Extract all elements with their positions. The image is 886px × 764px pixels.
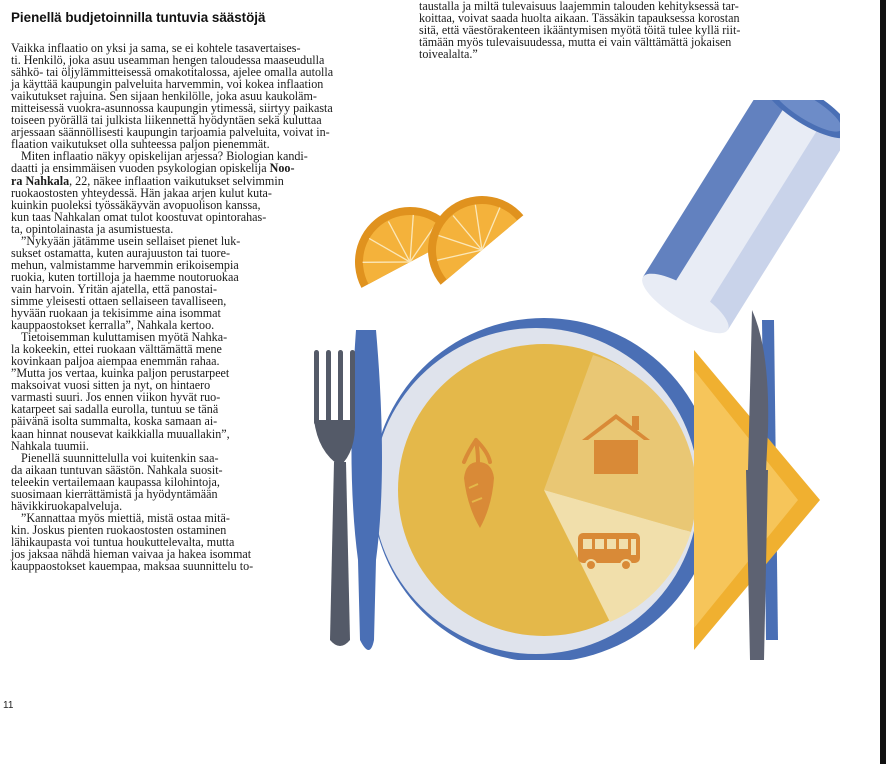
section-heading: Pienellä budjetoinnilla tuntuvia säästöjä: [11, 10, 266, 25]
page-edge-border: [880, 0, 886, 764]
text-line: mehun, valmistamme harvemmin erikoisempia: [11, 257, 239, 272]
text-line: flaation vaikutukset olla suhteessa paljon pienemmät.: [11, 137, 270, 152]
text-line: hyvään ruokaan ja tekisimme aina isommat: [11, 306, 221, 321]
text-line: kauppaostokset kerralla”, Nahkala kertoo.: [11, 318, 215, 333]
text-line: sukset ostamatta, kuten aurajuuston tai tuore-: [11, 245, 230, 260]
text-line: ruokia, kuten tortilloja ja haemme noutoruokaa: [11, 269, 239, 284]
text-line: ta, opintolainasta ja asumistuesta.: [11, 221, 174, 236]
text-line: koittaa, voivat saada huolta aikaan. Tässäkin tapauksessa korostan: [419, 11, 740, 26]
text-line: ja käyttää kaupungin palveluita harvemmin, voi kokea inflaation: [11, 77, 324, 92]
text-line: la kokeekin, ettei ruokaan välttämättä mene: [11, 342, 222, 357]
text-line: taustalla ja miltä tulevaisuus laajemmin talouden kehityksessä tar-: [419, 0, 739, 13]
text-line: vaikutukset rajuina. Sen sijaan henkilölle, joka asuu kaukoläm-: [11, 89, 317, 104]
text-line: Tietoisemman kuluttamisen myötä Nahka-: [21, 330, 228, 345]
text-run: , 22, näkee inflaation vaikutukset selvimmin: [69, 173, 284, 188]
text-line: katarpeet sai sadalla eurolla, tuntuu se tänä: [11, 402, 219, 417]
left-text-column: [11, 42, 333, 572]
text-line: [11, 175, 333, 187]
right-text-column: [419, 0, 740, 60]
text-line: ”Mutta jos vertaa, kuinka paljon perustarpeet: [11, 366, 230, 381]
knife-illustration: [746, 310, 768, 660]
text-line: Nahkala tuumii.: [11, 438, 89, 453]
text-line: kuinkin puoleksi työssäkäyvän avopuolison kanssa,: [11, 197, 261, 212]
text-line: Vaikka inflaatio on yksi ja sama, se ei kohtele tasavertaises-: [11, 41, 301, 55]
paragraph-5: [11, 452, 333, 512]
text-line: toiseen pyörällä tai julkista liikennettä hyödyntäen sekä kuluttaa: [11, 113, 322, 128]
glass-illustration: [634, 100, 840, 344]
text-line: kauppaostokset kauempaa, maksaa suunnittelu to-: [11, 559, 254, 574]
text-line: da aikaan tuntuvan säästön. Nahkala suosit-: [11, 462, 223, 477]
paragraph-6: [11, 512, 333, 572]
text-line: arjessaan säännöllisesti kaupungin tarjoamia palveluita, voivat in-: [11, 125, 330, 140]
text-line: ”Kannattaa myös miettiä, mistä ostaa mitä-: [21, 510, 230, 525]
person-name-bold: Noo-: [269, 161, 295, 176]
text-line: ti. Henkilö, joka asuu useamman hengen taloudessa maaseudulla: [11, 53, 325, 68]
text-line: sitä, että väestörakenteen ikääntymisen myötä töitä tulee kyllä riit-: [419, 23, 741, 38]
text-line: maksoivat vuosi sitten ja nyt, on hintaero: [11, 378, 211, 393]
text-line: ”Nykyään jätämme usein sellaiset pienet luk-: [21, 233, 241, 248]
paragraph-4: [11, 331, 333, 451]
text-line: Miten inflaatio näkyy opiskelijan arjessa? Biologian kandi-: [21, 149, 308, 164]
plate: [372, 318, 716, 660]
text-line: varmasti suuri. Jos ennen viikon hyvät ruo-: [11, 390, 221, 405]
text-line: lähikaupasta voi tuntua houkuttelevalta, mutta: [11, 534, 235, 549]
text-line: mitteisessä vuokra-asunnossa kaupungin ytimessä, siirtyy paikasta: [11, 101, 333, 116]
text-line: päivänä isolta summalta, koska samaan ai-: [11, 414, 218, 429]
paragraph-2: [11, 150, 333, 234]
text-line: sähkö- tai öljylämmitteisessä omakotitalossa, ajelee omalla autolla: [11, 65, 334, 80]
text-line: ruokaostosten yhteydessä. Hän jakaa arjen kulut kuta-: [11, 185, 272, 200]
plate-illustration: [300, 100, 840, 660]
text-line: vain harvoin. Yritän ajatella, että panostai-: [11, 281, 218, 296]
text-line: kovinkaan paljoa aiempaa enemmän rahaa.: [11, 354, 220, 369]
text-line: jos jaksaa nähdä hieman vaivaa ja hakea isommat: [11, 546, 252, 561]
text-line: kin. Joskus pienten ruokaostosten ostaminen: [11, 522, 227, 537]
text-line: Pienellä suunnittelulla voi kuitenkin saa-: [21, 450, 219, 465]
text-run: daatti ja ensimmäisen vuoden psykologian opiskelija: [11, 161, 270, 176]
page-number: 11: [3, 700, 14, 711]
text-line: simme yleisesti ottaen sellaiseen tavalliseen,: [11, 293, 227, 308]
text-line: teleekin vertailemaan kaupassa kilohintoja,: [11, 474, 220, 489]
text-line: tämään myös tulevaisuudessa, mutta ei vain välttämättä jokaisen: [419, 35, 732, 50]
paragraph-1: [11, 42, 333, 150]
orange-slices-illustration: [336, 174, 524, 288]
person-name-bold: ra Nahkala: [11, 173, 70, 188]
text-line: hävikkiruokapalveluja.: [11, 498, 123, 513]
text-line: kun taas Nahkalan omat tulot koostuvat opintorahas-: [11, 209, 267, 224]
fork-illustration: [314, 330, 382, 650]
paragraph-3: [11, 235, 333, 331]
text-line: suosimaan kierrättämistä ja hyödyntämään: [11, 486, 218, 501]
text-line: toivealalta.”: [419, 47, 478, 62]
text-line: kaan hinnat nousevat kaikkialla muuallakin”,: [11, 426, 230, 441]
